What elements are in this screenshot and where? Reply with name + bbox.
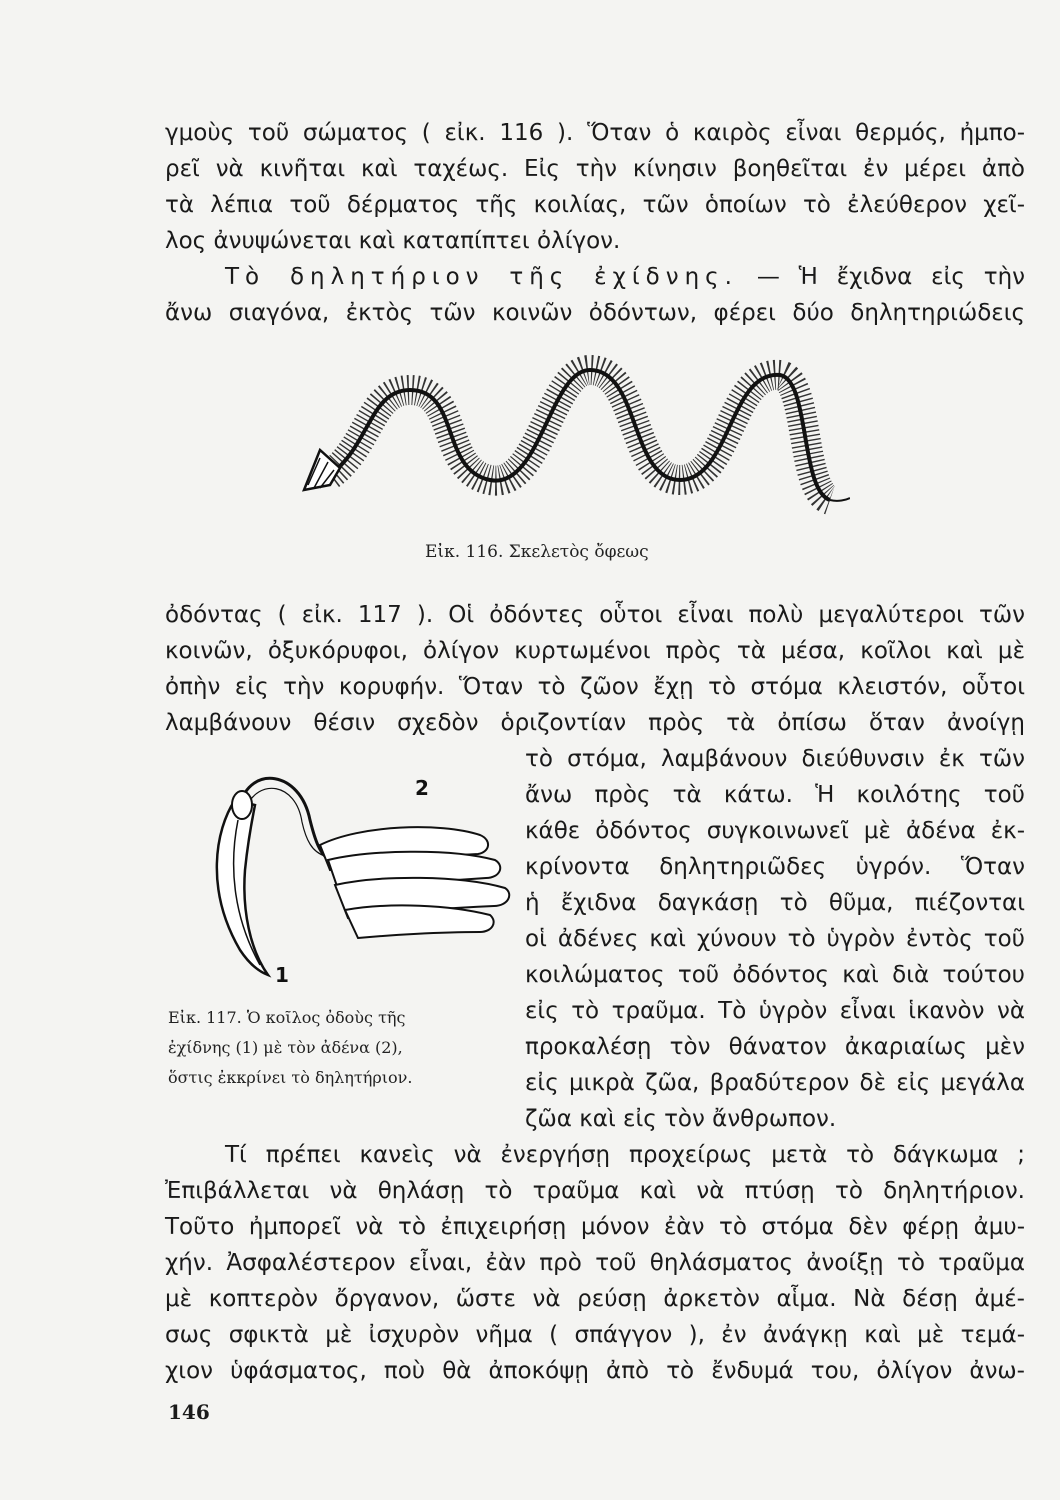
- text-line: κοιλώματος τοῦ ὀδόντος καὶ διὰ τούτου: [525, 962, 1025, 988]
- text-line: γμοὺς τοῦ σώματος ( εἰκ. 116 ). Ὅταν ὁ καιρὸς εἶναι θερμός, ἠμπο-: [165, 120, 1025, 146]
- text-line: τὰ λέπια τοῦ δέρματος τῆς κοιλίας, τῶν ὁποίων τὸ ἐλεύθερον χεῖ-: [165, 192, 1025, 218]
- text-line: ἡ ἔχιδνα δαγκάσῃ τὸ θῦμα, πιέζονται: [525, 890, 1025, 916]
- text-line: οἱ ἀδένες καὶ χύνουν τὸ ὑγρὸν ἐντὸς τοῦ: [525, 926, 1025, 952]
- text-line: ἄνω σιαγόνα, ἐκτὸς τῶν κοινῶν ὀδόντων, φέρει δύο δηλητηριώδεις: [165, 300, 1025, 326]
- text-line: μὲ κοπτερὸν ὄργανον, ὥστε νὰ ρεύσῃ ἀρκετὸν αἷμα. Νὰ δέσῃ ἀμέ-: [165, 1286, 1025, 1312]
- text-line: χιον ὑφάσματος, ποὺ θὰ ἀποκόψῃ ἀπὸ τὸ ἔνδυμά του, ὀλίγον ἀνω-: [165, 1358, 1025, 1384]
- text-line: σως σφικτὰ μὲ ἰσχυρὸν νῆμα ( σπάγγον ), ἐν ἀνάγκῃ καὶ μὲ τεμά-: [165, 1322, 1025, 1348]
- text-line: λος ἀνυψώνεται καὶ καταπίπτει ὀλίγον.: [165, 228, 621, 254]
- fang: [217, 800, 268, 975]
- text-line: τὸ στόμα, λαμβάνουν διεύθυνσιν ἐκ τῶν: [525, 746, 1025, 772]
- text-line: Τί πρέπει κανεὶς νὰ ἐνεργήσῃ προχείρως μετὰ τὸ δάγκωμα ;: [225, 1142, 1025, 1168]
- figure117-caption-line: ἐχίδνης (1) μὲ τὸν ἀδένα (2),: [168, 1038, 403, 1057]
- section-heading-line: [225, 262, 1025, 292]
- figure117-label-2: 2: [415, 776, 429, 800]
- text-line: προκαλέσῃ τὸν θάνατον ἀκαριαίως μὲν: [525, 1034, 1025, 1060]
- section-heading: Τὸ δηλητήριον τῆς ἐχίδνης.: [225, 264, 738, 290]
- skull: [304, 450, 340, 490]
- venom-gland: [320, 827, 509, 938]
- text-line: ὀπὴν εἰς τὴν κορυφήν. Ὅταν τὸ ζῶον ἔχῃ τὸ στόμα κλειστόν, οὗτοι: [165, 674, 1025, 700]
- text-line: χήν. Ἀσφαλέστερον εἶναι, ἐὰν πρὸ τοῦ θηλάσματος ἀνοίξῃ τὸ τραῦμα: [165, 1250, 1025, 1276]
- text-line: λαμβάνουν θέσιν σχεδὸν ὁριζοντίαν πρὸς τὰ ὀπίσω ὅταν ἀνοίγῃ: [165, 710, 1025, 736]
- page-number: 146: [168, 1400, 210, 1424]
- text-line: Τοῦτο ἠμπορεῖ νὰ τὸ ἐπιχειρήσῃ μόνον ἐὰν τὸ στόμα δὲν φέρῃ ἀμυ-: [165, 1214, 1025, 1240]
- fang-gland-figure: [180, 760, 520, 990]
- text-line: Ἐπιβάλλεται νὰ θηλάσῃ τὸ τραῦμα καὶ νὰ πτύσῃ τὸ δηλητήριον.: [165, 1178, 1025, 1204]
- snake-skeleton-figure: [290, 350, 850, 520]
- text-line: κρίνοντα δηλητηριῶδες ὑγρόν. Ὅταν: [525, 854, 1025, 880]
- figure117-caption-line: ὅστις ἐκκρίνει τὸ δηλητήριον.: [168, 1068, 413, 1087]
- text-line: εἰς μικρὰ ζῶα, βραδύτερον δὲ εἰς μεγάλα: [525, 1070, 1025, 1096]
- text-line: ρεῖ νὰ κινῆται καὶ ταχέως. Εἰς τὴν κίνησιν βοηθεῖται ἐν μέρει ἀπὸ: [165, 156, 1025, 182]
- text-line: ἄνω πρὸς τὰ κάτω. Ἡ κοιλότης τοῦ: [525, 782, 1025, 808]
- text-line: εἰς τὸ τραῦμα. Τὸ ὑγρὸν εἶναι ἱκανὸν νὰ: [525, 998, 1025, 1024]
- text-line: κοινῶν, ὀξυκόρυφοι, ὀλίγον κυρτωμένοι πρὸς τὰ μέσα, κοῖλοι καὶ μὲ: [165, 638, 1025, 664]
- tail: [830, 498, 850, 501]
- figure117-caption-line: Εἰκ. 117. Ὁ κοῖλος ὀδοὺς τῆς: [168, 1008, 406, 1027]
- figure117-label-1: 1: [275, 963, 289, 987]
- text-line: ζῶα καὶ εἰς τὸν ἄνθρωπον.: [525, 1106, 837, 1132]
- text-line: κάθε ὀδόντος συγκοινωνεῖ μὲ ἀδένα ἐκ-: [525, 818, 1025, 844]
- figure116-caption: Εἰκ. 116. Σκελετὸς ὄφεως: [425, 542, 649, 562]
- section-heading-rest: — Ἡ ἔχιδνα εἰς τὴν: [756, 264, 1026, 290]
- text-line: ὀδόντας ( εἰκ. 117 ). Οἱ ὀδόντες οὗτοι εἶναι πολὺ μεγαλύτεροι τῶν: [165, 602, 1025, 628]
